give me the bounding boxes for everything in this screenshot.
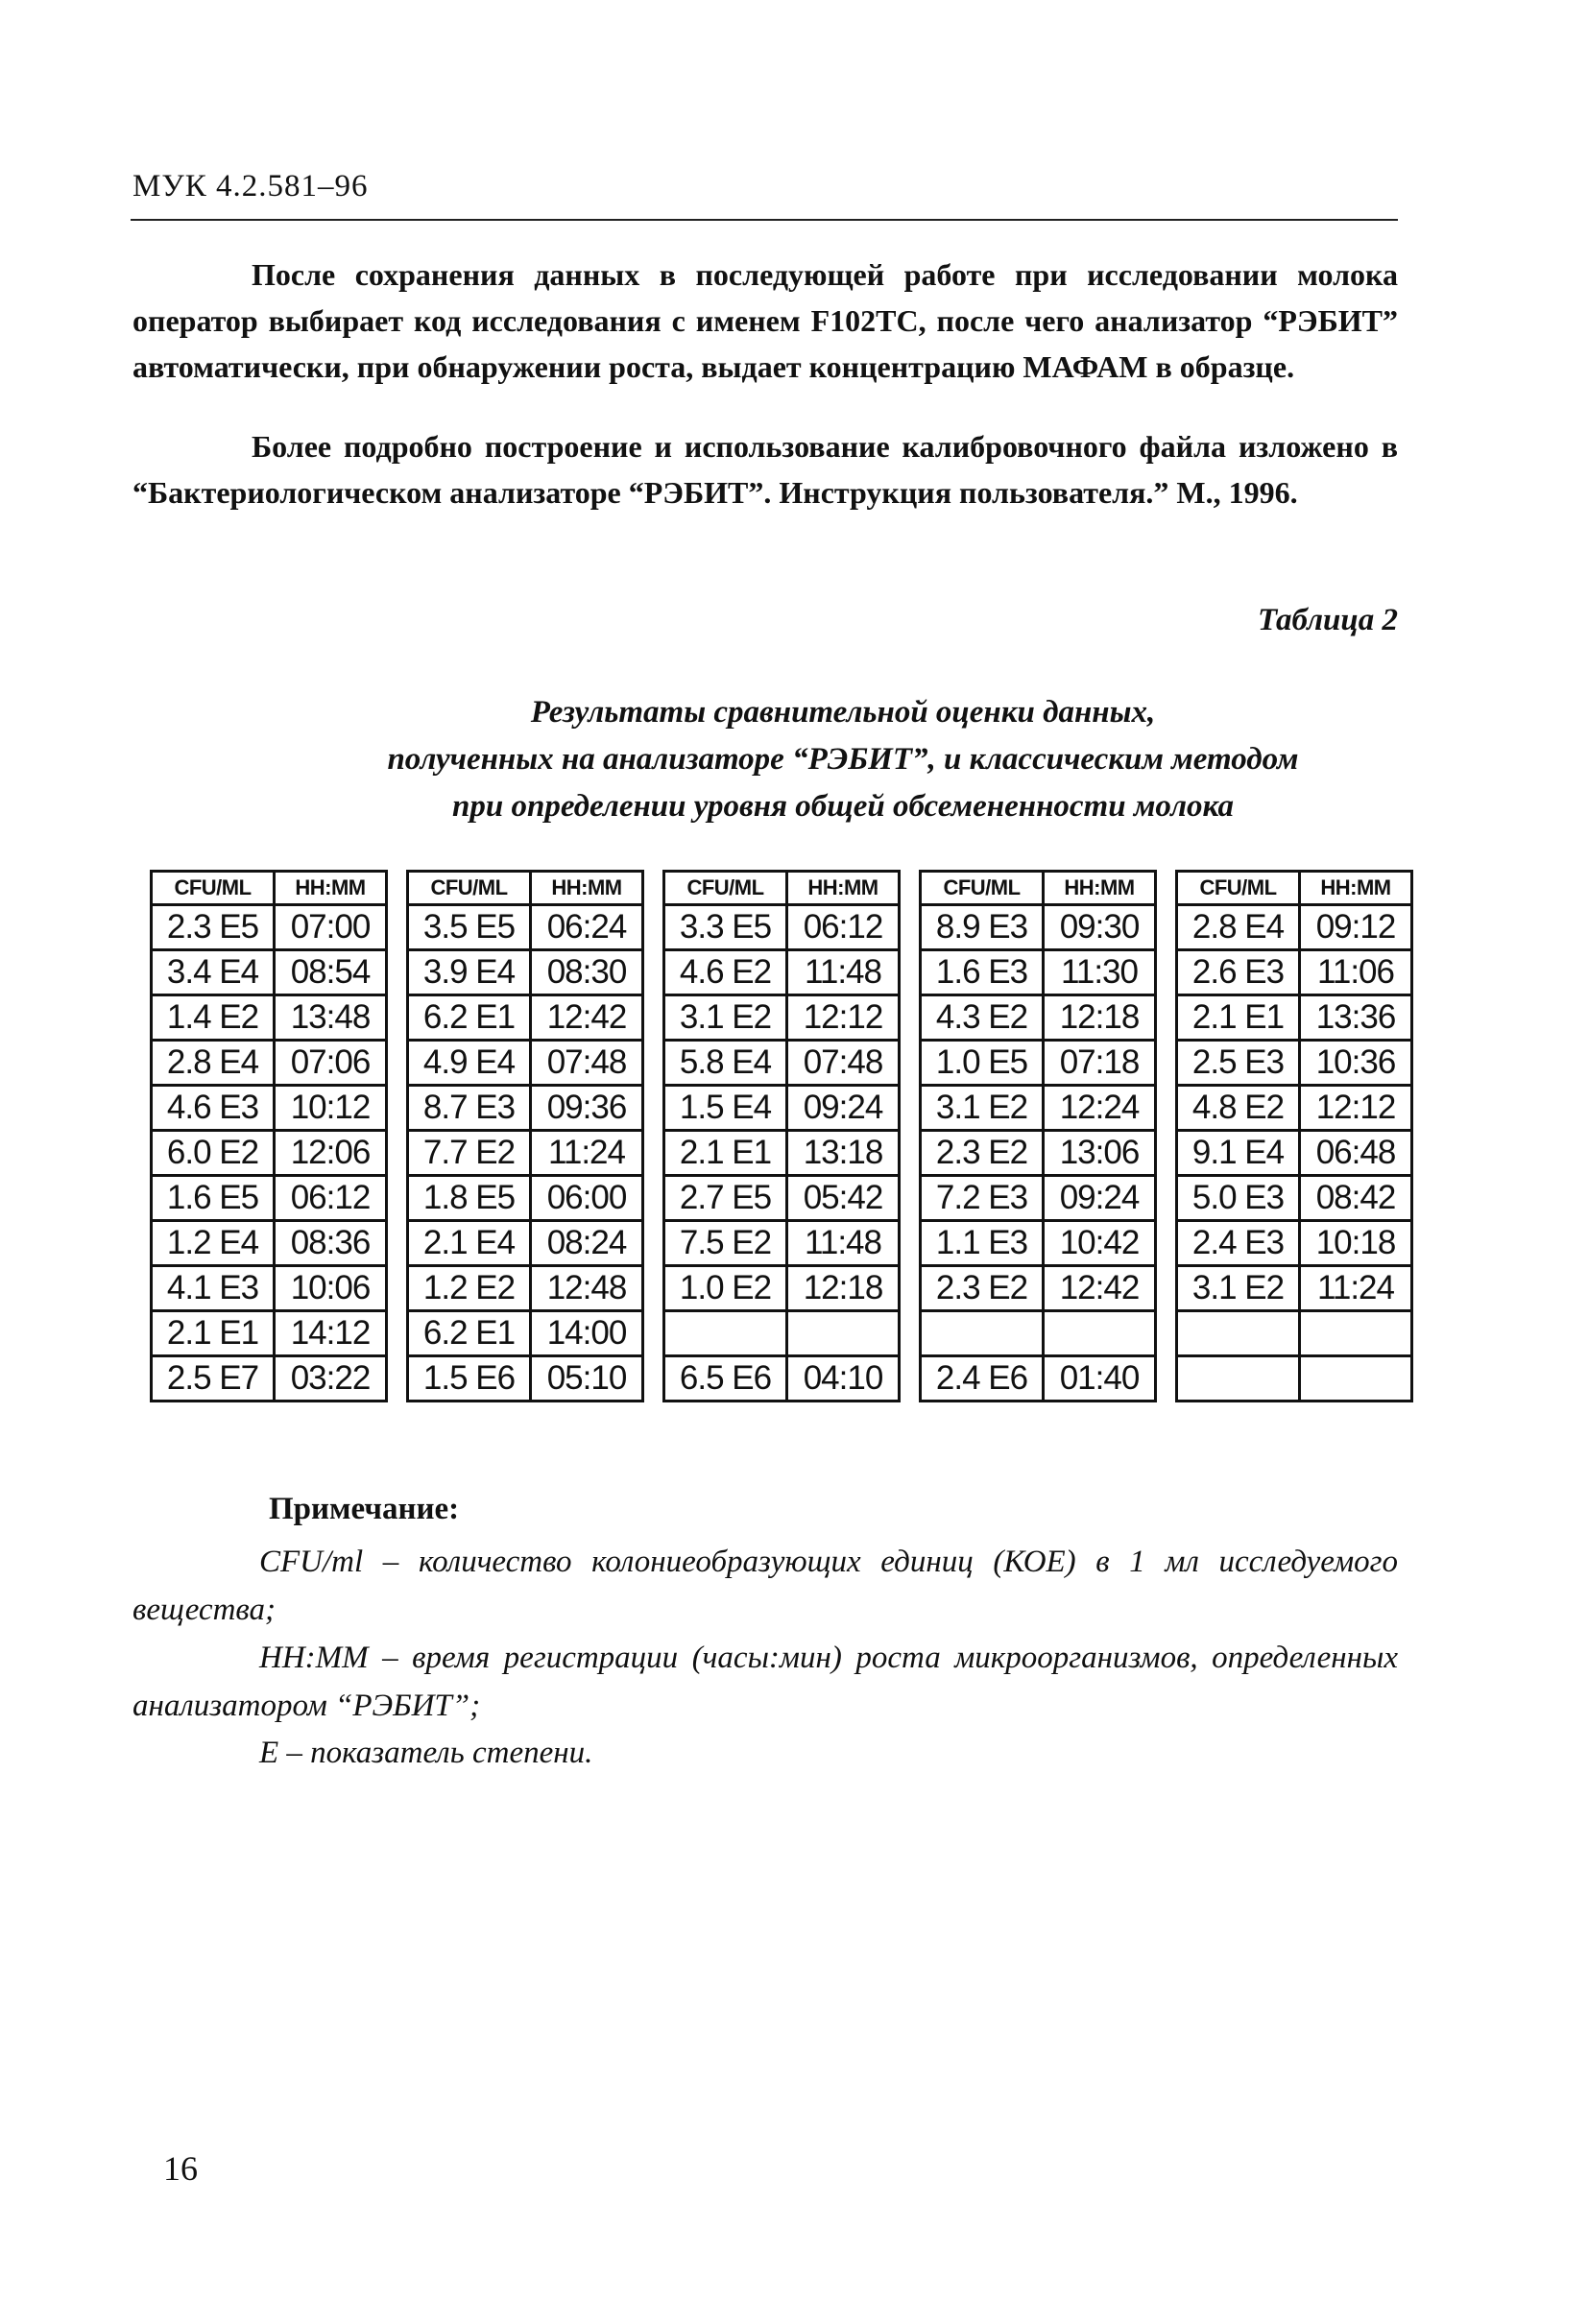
table-row bbox=[408, 1266, 643, 1311]
results-table-1 bbox=[150, 870, 388, 1402]
time-cell: 10:06 bbox=[275, 1266, 387, 1311]
table-row bbox=[664, 905, 900, 950]
table-label: Таблица 2 bbox=[1257, 603, 1398, 637]
time-cell bbox=[1300, 1356, 1412, 1402]
time-cell: 09:36 bbox=[531, 1086, 643, 1131]
table-row bbox=[408, 995, 643, 1041]
time-cell: 09:12 bbox=[1300, 905, 1412, 950]
table-row bbox=[1177, 1086, 1412, 1131]
time-cell: 10:18 bbox=[1300, 1221, 1412, 1266]
table-row bbox=[408, 1176, 643, 1221]
table-row bbox=[152, 1356, 387, 1402]
cfu-cell: 1.4 E2 bbox=[152, 995, 275, 1041]
table-row bbox=[664, 1176, 900, 1221]
table-row bbox=[408, 905, 643, 950]
column-header-time: HH:MM bbox=[275, 872, 387, 905]
table-row bbox=[921, 1266, 1156, 1311]
column-header-time: HH:MM bbox=[531, 872, 643, 905]
table-row bbox=[152, 1086, 387, 1131]
table-row bbox=[921, 1176, 1156, 1221]
cfu-cell: 1.0 E2 bbox=[664, 1266, 787, 1311]
time-cell: 08:30 bbox=[531, 950, 643, 995]
table-row bbox=[1177, 995, 1412, 1041]
table-row bbox=[664, 1221, 900, 1266]
cfu-cell: 2.5 E3 bbox=[1177, 1041, 1300, 1086]
time-cell: 06:00 bbox=[531, 1176, 643, 1221]
time-cell: 11:30 bbox=[1044, 950, 1156, 995]
cfu-cell: 6.2 E1 bbox=[408, 995, 531, 1041]
cfu-cell: 4.1 E3 bbox=[152, 1266, 275, 1311]
cfu-cell: 7.2 E3 bbox=[921, 1176, 1044, 1221]
time-cell: 03:22 bbox=[275, 1356, 387, 1402]
cfu-cell: 6.0 E2 bbox=[152, 1131, 275, 1176]
cfu-cell: 4.6 E2 bbox=[664, 950, 787, 995]
table-row bbox=[1177, 1176, 1412, 1221]
table-row bbox=[1177, 1221, 1412, 1266]
note-title: Примечание: bbox=[269, 1492, 460, 1526]
table-row bbox=[921, 1311, 1156, 1356]
time-cell: 06:12 bbox=[275, 1176, 387, 1221]
table-row bbox=[921, 995, 1156, 1041]
document-code: МУК 4.2.581–96 bbox=[132, 169, 369, 204]
time-cell: 08:36 bbox=[275, 1221, 387, 1266]
table-row bbox=[664, 1131, 900, 1176]
cfu-cell: 4.6 E3 bbox=[152, 1086, 275, 1131]
table-row bbox=[152, 1041, 387, 1086]
cfu-cell: 2.3 E5 bbox=[152, 905, 275, 950]
table-title-line-2: полученных на анализаторе “РЭБИТ”, и классическим методом bbox=[387, 742, 1299, 777]
table-row bbox=[152, 995, 387, 1041]
cfu-cell: 2.1 E1 bbox=[1177, 995, 1300, 1041]
cfu-cell: 5.0 E3 bbox=[1177, 1176, 1300, 1221]
time-cell: 13:06 bbox=[1044, 1131, 1156, 1176]
cfu-cell: 1.6 E3 bbox=[921, 950, 1044, 995]
cfu-cell: 2.5 E7 bbox=[152, 1356, 275, 1402]
table-row bbox=[1177, 1041, 1412, 1086]
cfu-cell: 1.0 E5 bbox=[921, 1041, 1044, 1086]
time-cell: 05:10 bbox=[531, 1356, 643, 1402]
results-table-5 bbox=[1175, 870, 1413, 1402]
table-row bbox=[408, 1311, 643, 1356]
column-header-time: HH:MM bbox=[1044, 872, 1156, 905]
time-cell: 07:06 bbox=[275, 1041, 387, 1086]
table-row bbox=[921, 1086, 1156, 1131]
results-table-4 bbox=[919, 870, 1157, 1402]
cfu-cell bbox=[1177, 1356, 1300, 1402]
time-cell: 06:48 bbox=[1300, 1131, 1412, 1176]
time-cell: 13:18 bbox=[787, 1131, 900, 1176]
table-row bbox=[152, 905, 387, 950]
time-cell: 12:48 bbox=[531, 1266, 643, 1311]
time-cell: 09:24 bbox=[787, 1086, 900, 1131]
table-header-row bbox=[152, 872, 387, 905]
cfu-cell: 7.5 E2 bbox=[664, 1221, 787, 1266]
results-table-3 bbox=[662, 870, 901, 1402]
time-cell: 14:12 bbox=[275, 1311, 387, 1356]
time-cell: 12:06 bbox=[275, 1131, 387, 1176]
table-title bbox=[132, 689, 1553, 830]
column-header-time: HH:MM bbox=[787, 872, 900, 905]
table-title-line-1: Результаты сравнительной оценки данных, bbox=[530, 695, 1156, 730]
cfu-cell: 3.3 E5 bbox=[664, 905, 787, 950]
time-cell: 10:36 bbox=[1300, 1041, 1412, 1086]
table-row bbox=[152, 950, 387, 995]
time-cell: 11:06 bbox=[1300, 950, 1412, 995]
cfu-cell: 2.1 E1 bbox=[152, 1311, 275, 1356]
table-row bbox=[408, 1086, 643, 1131]
table-row bbox=[408, 950, 643, 995]
cfu-cell: 3.1 E2 bbox=[664, 995, 787, 1041]
cfu-cell: 1.1 E3 bbox=[921, 1221, 1044, 1266]
table-row bbox=[152, 1311, 387, 1356]
time-cell: 09:30 bbox=[1044, 905, 1156, 950]
table-row bbox=[408, 1041, 643, 1086]
table-row bbox=[664, 1086, 900, 1131]
time-cell: 13:36 bbox=[1300, 995, 1412, 1041]
paragraph-1: После сохранения данных в последующей работе при исследовании молока оператор выбирает код исследования с именем F102TC, после чего анализатор “РЭБИТ” автоматически, при обнаружении роста, выдает концентрацию МАФАМ в образце. bbox=[132, 257, 1398, 384]
time-cell: 10:42 bbox=[1044, 1221, 1156, 1266]
cfu-cell: 3.1 E2 bbox=[1177, 1266, 1300, 1311]
results-table-2 bbox=[406, 870, 644, 1402]
cfu-cell: 1.2 E4 bbox=[152, 1221, 275, 1266]
cfu-cell: 3.4 E4 bbox=[152, 950, 275, 995]
table-row bbox=[152, 1221, 387, 1266]
table-header-row bbox=[408, 872, 643, 905]
cfu-cell: 3.1 E2 bbox=[921, 1086, 1044, 1131]
cfu-cell: 2.8 E4 bbox=[1177, 905, 1300, 950]
time-cell bbox=[1300, 1311, 1412, 1356]
table-row bbox=[664, 1266, 900, 1311]
note-cfu: CFU/ml – количество колониеобразующих единиц (КОЕ) в 1 мл исследуемого вещества; bbox=[132, 1545, 1398, 1627]
time-cell: 11:24 bbox=[1300, 1266, 1412, 1311]
cfu-cell: 2.4 E6 bbox=[921, 1356, 1044, 1402]
table-title-line-3: при определении уровня общей обсемененности молока bbox=[452, 789, 1234, 824]
cfu-cell: 9.1 E4 bbox=[1177, 1131, 1300, 1176]
time-cell: 01:40 bbox=[1044, 1356, 1156, 1402]
cfu-cell: 3.5 E5 bbox=[408, 905, 531, 950]
table-row bbox=[921, 1131, 1156, 1176]
time-cell: 12:12 bbox=[1300, 1086, 1412, 1131]
table-row bbox=[921, 1221, 1156, 1266]
cfu-cell: 5.8 E4 bbox=[664, 1041, 787, 1086]
time-cell: 06:24 bbox=[531, 905, 643, 950]
time-cell: 07:48 bbox=[787, 1041, 900, 1086]
table-row bbox=[152, 1266, 387, 1311]
cfu-cell: 2.1 E1 bbox=[664, 1131, 787, 1176]
cfu-cell: 8.9 E3 bbox=[921, 905, 1044, 950]
time-cell: 06:12 bbox=[787, 905, 900, 950]
time-cell: 08:54 bbox=[275, 950, 387, 995]
table-row bbox=[921, 905, 1156, 950]
cfu-cell: 1.5 E4 bbox=[664, 1086, 787, 1131]
table-header-row bbox=[1177, 872, 1412, 905]
table-row bbox=[1177, 1356, 1412, 1402]
cfu-cell: 6.5 E6 bbox=[664, 1356, 787, 1402]
time-cell: 12:18 bbox=[787, 1266, 900, 1311]
cfu-cell: 2.3 E2 bbox=[921, 1266, 1044, 1311]
time-cell: 12:42 bbox=[1044, 1266, 1156, 1311]
table-row bbox=[408, 1356, 643, 1402]
time-cell: 08:24 bbox=[531, 1221, 643, 1266]
time-cell: 12:12 bbox=[787, 995, 900, 1041]
results-tables bbox=[150, 870, 1432, 1402]
table-row bbox=[408, 1221, 643, 1266]
table-row bbox=[664, 950, 900, 995]
time-cell: 11:48 bbox=[787, 950, 900, 995]
time-cell: 12:24 bbox=[1044, 1086, 1156, 1131]
table-row bbox=[152, 1176, 387, 1221]
time-cell: 11:48 bbox=[787, 1221, 900, 1266]
paragraph-2: Более подробно построение и использование калибровочного файла изложено в “Бактериологическом анализаторе “РЭБИТ”. Инструкция пользователя.” М., 1996. bbox=[132, 429, 1398, 510]
header-divider bbox=[131, 219, 1398, 221]
cfu-cell: 2.6 E3 bbox=[1177, 950, 1300, 995]
table-row bbox=[664, 1311, 900, 1356]
time-cell: 10:12 bbox=[275, 1086, 387, 1131]
table-row bbox=[1177, 1266, 1412, 1311]
cfu-cell: 2.4 E3 bbox=[1177, 1221, 1300, 1266]
table-row bbox=[921, 950, 1156, 995]
cfu-cell bbox=[921, 1311, 1044, 1356]
cfu-cell bbox=[664, 1311, 787, 1356]
cfu-cell: 2.1 E4 bbox=[408, 1221, 531, 1266]
cfu-cell: 4.8 E2 bbox=[1177, 1086, 1300, 1131]
table-header-row bbox=[664, 872, 900, 905]
time-cell: 11:24 bbox=[531, 1131, 643, 1176]
column-header-cfu: CFU/ML bbox=[152, 872, 275, 905]
cfu-cell: 1.8 E5 bbox=[408, 1176, 531, 1221]
cfu-cell: 2.7 E5 bbox=[664, 1176, 787, 1221]
time-cell: 08:42 bbox=[1300, 1176, 1412, 1221]
column-header-cfu: CFU/ML bbox=[664, 872, 787, 905]
time-cell: 07:18 bbox=[1044, 1041, 1156, 1086]
time-cell: 07:00 bbox=[275, 905, 387, 950]
table-row bbox=[1177, 905, 1412, 950]
table-header-row bbox=[921, 872, 1156, 905]
table-row bbox=[664, 995, 900, 1041]
cfu-cell bbox=[1177, 1311, 1300, 1356]
column-header-cfu: CFU/ML bbox=[1177, 872, 1300, 905]
cfu-cell: 3.9 E4 bbox=[408, 950, 531, 995]
table-row bbox=[664, 1041, 900, 1086]
time-cell bbox=[787, 1311, 900, 1356]
cfu-cell: 6.2 E1 bbox=[408, 1311, 531, 1356]
time-cell: 05:42 bbox=[787, 1176, 900, 1221]
column-header-cfu: CFU/ML bbox=[408, 872, 531, 905]
time-cell: 09:24 bbox=[1044, 1176, 1156, 1221]
time-cell: 04:10 bbox=[787, 1356, 900, 1402]
cfu-cell: 7.7 E2 bbox=[408, 1131, 531, 1176]
table-row bbox=[921, 1041, 1156, 1086]
cfu-cell: 8.7 E3 bbox=[408, 1086, 531, 1131]
time-cell: 14:00 bbox=[531, 1311, 643, 1356]
table-row bbox=[1177, 1131, 1412, 1176]
cfu-cell: 2.3 E2 bbox=[921, 1131, 1044, 1176]
table-row bbox=[664, 1356, 900, 1402]
cfu-cell: 1.6 E5 bbox=[152, 1176, 275, 1221]
cfu-cell: 4.9 E4 bbox=[408, 1041, 531, 1086]
cfu-cell: 2.8 E4 bbox=[152, 1041, 275, 1086]
page-number: 16 bbox=[163, 2149, 198, 2188]
column-header-time: HH:MM bbox=[1300, 872, 1412, 905]
note-hhmm: HH:MM – время регистрации (часы:мин) роста микроорганизмов, определенных анализатором “РЭБИТ”; bbox=[132, 1641, 1398, 1723]
column-header-cfu: CFU/ML bbox=[921, 872, 1044, 905]
table-row bbox=[152, 1131, 387, 1176]
table-row bbox=[408, 1131, 643, 1176]
time-cell: 13:48 bbox=[275, 995, 387, 1041]
note-exponent: E – показатель степени. bbox=[259, 1736, 593, 1770]
cfu-cell: 1.5 E6 bbox=[408, 1356, 531, 1402]
time-cell: 12:18 bbox=[1044, 995, 1156, 1041]
time-cell: 07:48 bbox=[531, 1041, 643, 1086]
time-cell bbox=[1044, 1311, 1156, 1356]
cfu-cell: 1.2 E2 bbox=[408, 1266, 531, 1311]
table-row bbox=[921, 1356, 1156, 1402]
table-row bbox=[1177, 950, 1412, 995]
table-row bbox=[1177, 1311, 1412, 1356]
cfu-cell: 4.3 E2 bbox=[921, 995, 1044, 1041]
time-cell: 12:42 bbox=[531, 995, 643, 1041]
